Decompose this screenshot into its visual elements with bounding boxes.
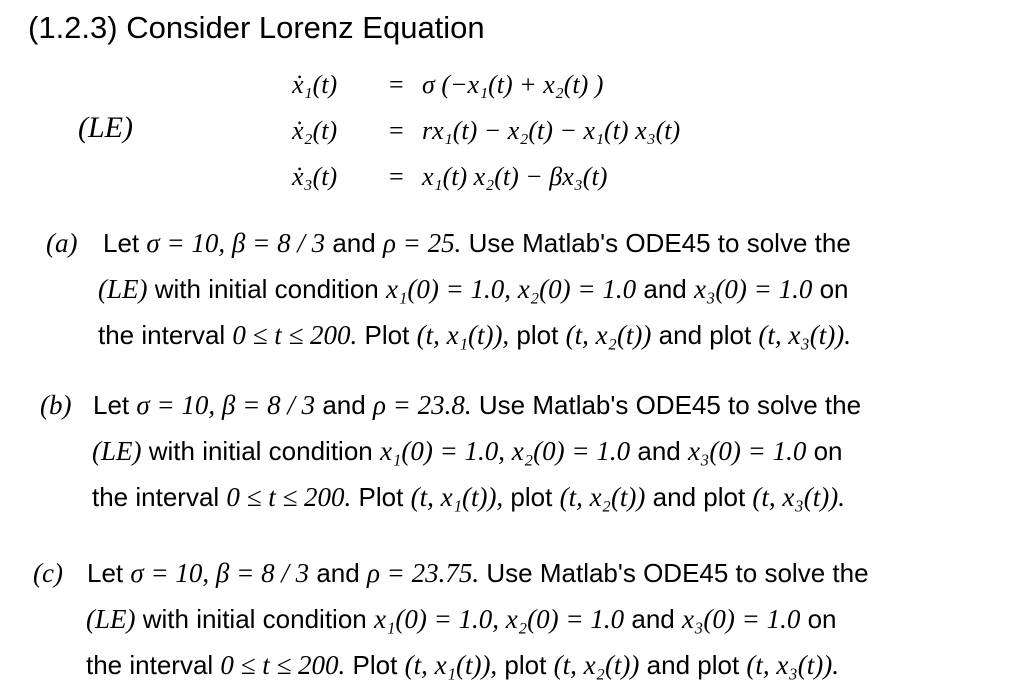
equation-1-lhs: ẋ₁(t) <box>292 70 338 99</box>
text: and <box>332 228 376 258</box>
math-initial-conditions: x₁(0) = 1.0, x₂(0) = 1.0 <box>373 604 625 634</box>
text: plot <box>510 482 553 512</box>
text: Plot <box>352 650 398 680</box>
text: Use Matlab's ODE45 to solve the <box>468 228 851 258</box>
math-plot-x1: (t, x₁(t)), <box>410 482 504 512</box>
math-rho: ρ = 25. <box>382 228 462 258</box>
math-interval: 0 ≤ t ≤ 200. <box>220 650 346 680</box>
math-rho: ρ = 23.75. <box>366 558 480 588</box>
text: Use Matlab's ODE45 to solve the <box>478 390 862 420</box>
text: and <box>322 390 366 420</box>
part-a-line-3 <box>98 320 851 351</box>
text: and <box>316 558 360 588</box>
math-plot-x2: (t, x₂(t)) <box>565 320 652 350</box>
part-c-line-2 <box>86 604 836 635</box>
math-plot-x2: (t, x₂(t)) <box>553 650 640 680</box>
math-le: (LE) <box>86 604 136 634</box>
equation-2-lhs: ẋ₂(t) <box>292 116 338 145</box>
text: plot <box>516 320 559 350</box>
math-plot-x3: (t, x₃(t)). <box>758 320 852 350</box>
text: with initial condition <box>154 274 379 304</box>
equation-1-rhs: σ (−x₁(t) + x₂(t) ) <box>422 70 604 99</box>
text: Use Matlab's ODE45 to solve the <box>486 558 869 588</box>
part-b-line-2 <box>92 436 842 467</box>
text: the interval <box>92 482 220 512</box>
equation-3-rhs: x₁(t) x₂(t) − βx₃(t) <box>422 162 608 191</box>
text: Let <box>87 558 124 588</box>
math-x3-initial: x₃(0) = 1.0 <box>694 274 813 304</box>
math-le: (LE) <box>92 436 142 466</box>
text: and plot <box>658 320 752 350</box>
text: on <box>819 274 849 304</box>
math-params: σ = 10, β = 8 / 3 <box>130 558 310 588</box>
equation-3-equals: = <box>389 162 404 191</box>
math-rho: ρ = 23.8. <box>372 390 472 420</box>
math-x3-initial: x₃(0) = 1.0 <box>688 436 807 466</box>
math-x3-initial: x₃(0) = 1.0 <box>682 604 801 634</box>
math-interval: 0 ≤ t ≤ 200. <box>226 482 352 512</box>
math-interval: 0 ≤ t ≤ 200. <box>232 320 358 350</box>
text: Let <box>103 228 140 258</box>
problem-heading: (1.2.3) Consider Lorenz Equation <box>28 10 485 45</box>
equation-2-equals: = <box>389 116 404 145</box>
text: and <box>631 604 675 634</box>
text: and plot <box>646 650 740 680</box>
math-params: σ = 10, β = 8 / 3 <box>136 390 316 420</box>
math-plot-x1: (t, x₁(t)), <box>416 320 510 350</box>
math-initial-conditions: x₁(0) = 1.0, x₂(0) = 1.0 <box>385 274 637 304</box>
part-c-line-1 <box>87 558 869 589</box>
system-label: (LE) <box>78 111 133 144</box>
math-le: (LE) <box>98 274 148 304</box>
text: and <box>637 436 681 466</box>
math-plot-x3: (t, x₃(t)). <box>752 482 846 512</box>
part-label: (a) <box>46 228 78 258</box>
text: the interval <box>98 320 226 350</box>
equation-2-rhs: rx₁(t) − x₂(t) − x₁(t) x₃(t) <box>422 116 681 145</box>
equation-1-equals: = <box>389 70 404 99</box>
text: Plot <box>364 320 410 350</box>
text: and <box>643 274 687 304</box>
text: on <box>807 604 837 634</box>
part-a-line-1 <box>103 228 851 259</box>
text: Let <box>93 390 130 420</box>
math-plot-x1: (t, x₁(t)), <box>404 650 498 680</box>
part-b-line-1 <box>93 390 861 421</box>
math-plot-x3: (t, x₃(t)). <box>746 650 840 680</box>
equation-3-lhs: ẋ₃(t) <box>292 162 338 191</box>
text: with initial condition <box>148 436 373 466</box>
part-b-line-3 <box>92 482 845 513</box>
text: and plot <box>652 482 746 512</box>
text: the interval <box>86 650 214 680</box>
text: Plot <box>358 482 404 512</box>
part-c-line-3 <box>86 650 839 681</box>
part-label: (b) <box>40 390 72 420</box>
math-params: σ = 10, β = 8 / 3 <box>146 228 326 258</box>
text: plot <box>504 650 547 680</box>
text: on <box>813 436 843 466</box>
text: with initial condition <box>142 604 367 634</box>
math-initial-conditions: x₁(0) = 1.0, x₂(0) = 1.0 <box>379 436 631 466</box>
math-plot-x2: (t, x₂(t)) <box>559 482 646 512</box>
part-label: (c) <box>33 558 63 588</box>
part-a-line-2 <box>98 274 848 305</box>
